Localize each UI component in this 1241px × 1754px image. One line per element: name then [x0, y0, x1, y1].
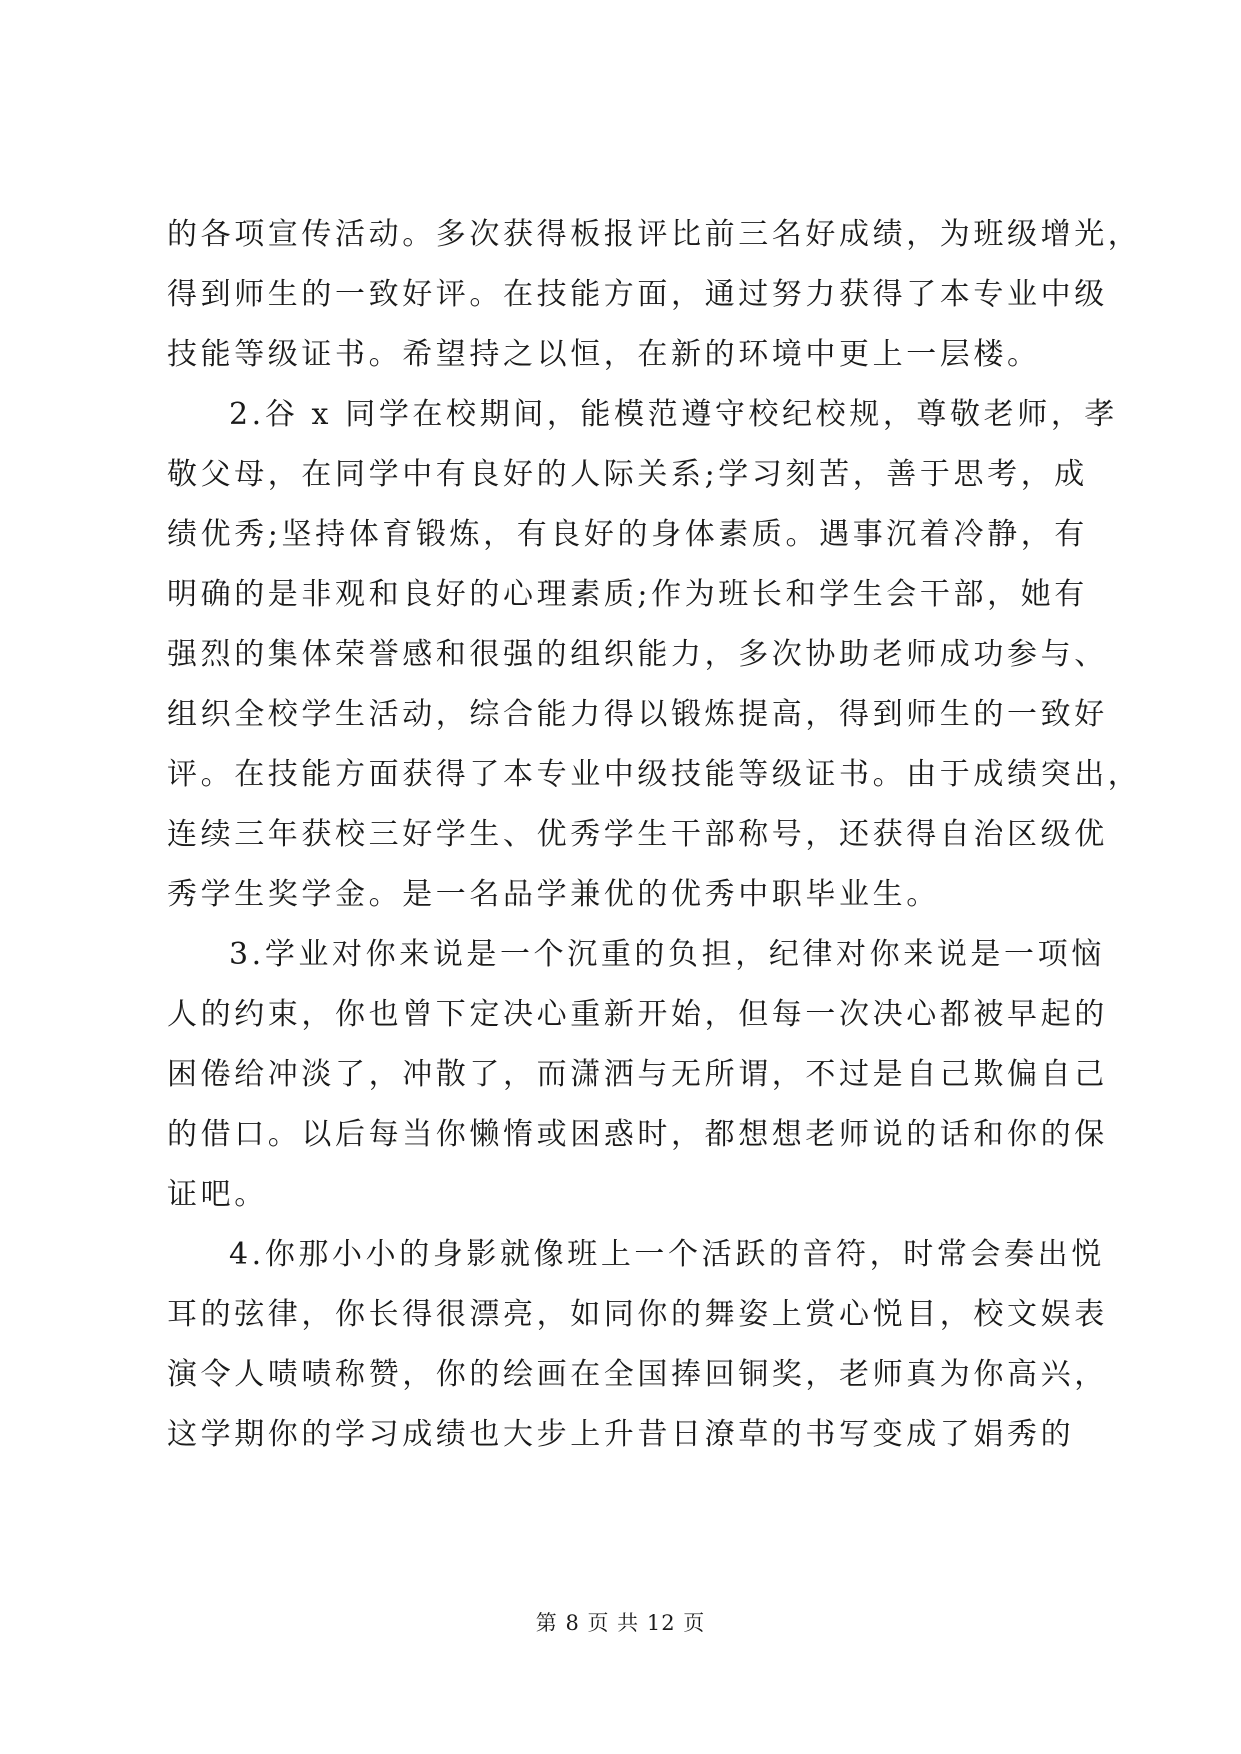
text-line: 耳的弦律，你长得很漂亮，如同你的舞姿上赏心悦目，校文娱表: [167, 1297, 1108, 1332]
paragraph-3-start: 3.学业对你来说是一个沉重的负担，纪律对你来说是一项恼: [229, 937, 1105, 972]
text-line: 强烈的集体荣誉感和很强的组织能力，多次协助老师成功参与、: [167, 637, 1108, 672]
body-text: [167, 205, 1142, 1465]
text-line: 这学期你的学习成绩也大步上升昔日潦草的书写变成了娟秀的: [167, 1417, 1075, 1452]
text-line: 困倦给冲淡了，冲散了，而潇洒与无所谓，不过是自己欺偏自己: [167, 1057, 1108, 1092]
paragraph-4-start: 4.你那小小的身影就像班上一个活跃的音符，时常会奏出悦: [229, 1237, 1105, 1272]
text-line: 绩优秀;坚持体育锻炼，有良好的身体素质。遇事沉着冷静，有: [167, 517, 1088, 552]
text-line: 的各项宣传活动。多次获得板报评比前三名好成绩，为班级增光，: [167, 217, 1142, 252]
text-line: 人的约束，你也曾下定决心重新开始，但每一次决心都被早起的: [167, 997, 1108, 1032]
text-line: 得到师生的一致好评。在技能方面，通过努力获得了本专业中级: [167, 277, 1108, 312]
page-number-footer: 第 8 页 共 12 页: [535, 1611, 706, 1635]
text-line: 评。在技能方面获得了本专业中级技能等级证书。由于成绩突出，: [167, 757, 1142, 792]
text-line: 证吧。: [167, 1177, 268, 1212]
text-line: 技能等级证书。希望持之以恒，在新的环境中更上一层楼。: [167, 337, 1041, 372]
text-line: 组织全校学生活动，综合能力得以锻炼提高，得到师生的一致好: [167, 697, 1108, 732]
text-line: 演令人啧啧称赞，你的绘画在全国捧回铜奖，老师真为你高兴，: [167, 1357, 1108, 1392]
text-line: 明确的是非观和良好的心理素质;作为班长和学生会干部，她有: [167, 577, 1088, 612]
paragraph-2-start: 2.谷 x 同学在校期间，能模范遵守校纪校规，尊敬老师，孝: [229, 397, 1119, 432]
text-line: 连续三年获校三好学生、优秀学生干部称号，还获得自治区级优: [167, 817, 1108, 852]
text-line: 敬父母，在同学中有良好的人际关系;学习刻苦，善于思考，成: [167, 457, 1088, 492]
text-line: 秀学生奖学金。是一名品学兼优的优秀中职毕业生。: [167, 877, 940, 912]
text-line: 的借口。以后每当你懒惰或困惑时，都想想老师说的话和你的保: [167, 1117, 1108, 1152]
